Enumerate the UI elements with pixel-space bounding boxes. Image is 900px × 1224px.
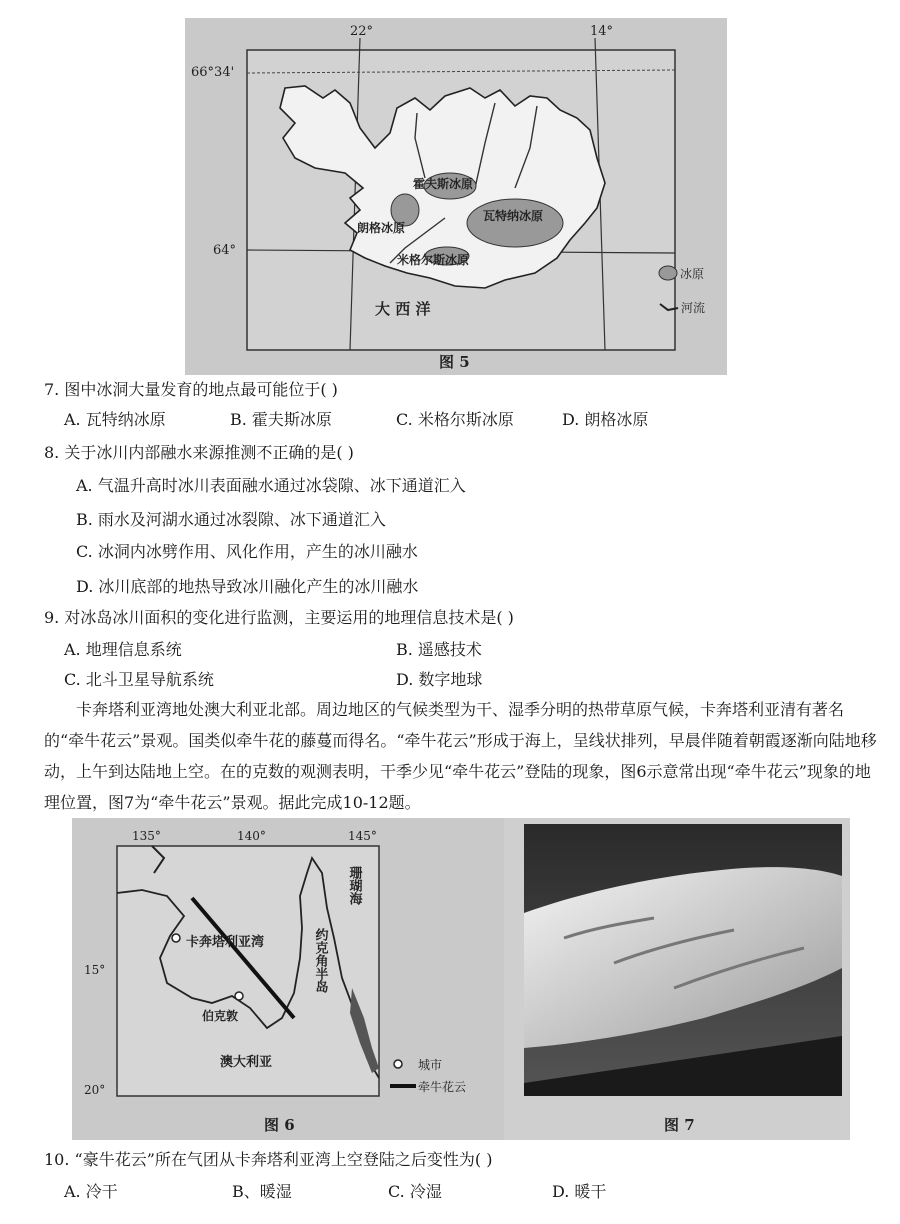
label-burketown: 伯克敦: [202, 1009, 239, 1023]
legend-cloud-label: 牵牛花云: [418, 1080, 467, 1094]
lon-label: 135°: [132, 829, 161, 843]
question-9-stem: 9. 对冰岛冰川面积的变化进行监测，主要运用的地理信息技术是( ): [44, 608, 514, 627]
city-marker: [172, 934, 180, 942]
q8-option-a[interactable]: A. 气温升高时冰川表面融水通过冰袋隙、冰下通道汇入: [76, 476, 466, 495]
legend-city-label: 城市: [418, 1058, 443, 1072]
label-australia: 澳大利亚: [220, 1055, 273, 1070]
q9-option-b[interactable]: B. 遥感技术: [396, 640, 482, 659]
q8-option-b[interactable]: B. 雨水及河湖水通过冰裂隙、冰下通道汇入: [76, 510, 386, 529]
q9-option-a[interactable]: A. 地理信息系统: [64, 640, 182, 659]
lon-label: 140°: [237, 829, 266, 843]
figure-caption: 图 5: [439, 353, 470, 371]
lon-label: 145°: [348, 829, 377, 843]
carpentaria-map: [72, 818, 504, 1140]
figure-caption: 图 7: [664, 1116, 695, 1134]
q7-option-a[interactable]: A. 瓦特纳冰原: [64, 410, 166, 429]
q7-option-c[interactable]: C. 米格尔斯冰原: [396, 410, 514, 429]
legend-ice-swatch: [659, 266, 677, 280]
legend-ice-label: 冰原: [680, 267, 705, 281]
lat-label: 15°: [84, 963, 106, 977]
question-10-stem: 10. “豪牛花云”所在气团从卡奔塔利亚湾上空登陆之后变性为( ): [44, 1150, 493, 1169]
q8-option-c[interactable]: C. 冰洞内冰劈作用、风化作用，产生的冰川融水: [76, 542, 418, 561]
label-gulf: 卡奔塔利亚湾: [186, 935, 265, 950]
label-langjokull: 朗格冰原: [357, 221, 406, 235]
lat-label: 20°: [84, 1083, 106, 1097]
legend-river-label: 河流: [681, 301, 706, 315]
q9-option-d[interactable]: D. 数字地球: [396, 670, 483, 689]
ocean-label: 大 西 洋: [375, 300, 431, 318]
figure-6: [72, 818, 504, 1140]
q10-option-c[interactable]: C. 冷湿: [388, 1182, 442, 1201]
label-myrdalsjokull: 米格尔斯冰原: [397, 253, 470, 267]
label-coral-sea: 珊瑚海: [346, 866, 362, 905]
q9-option-c[interactable]: C. 北斗卫星导航系统: [64, 670, 214, 689]
q10-option-b[interactable]: B、暖湿: [232, 1182, 292, 1201]
lon-label: 14°: [590, 24, 614, 39]
q8-option-d[interactable]: D. 冰川底部的地热导致冰川融化产生的冰川融水: [76, 577, 419, 596]
question-8-stem: 8. 关于冰川内部融水来源推测不正确的是( ): [44, 443, 354, 462]
city-marker-burketown: [235, 992, 243, 1000]
q10-option-a[interactable]: A. 冷干: [64, 1182, 118, 1201]
label-hofsjokull: 霍夫斯冰原: [413, 177, 474, 191]
q7-option-d[interactable]: D. 朗格冰原: [562, 410, 649, 429]
reading-passage: 卡奔塔利亚湾地处澳大利亚北部。周边地区的气候类型为干、湿季分明的热带草原气候，卡奔塔利亚清有著名的“牵牛花云”景观。国类似牵牛花的藤蔓而得名。“牵牛花云”形成于海上，呈线状排列，早晨伴随着朝霞逐渐向陆地移动，上午到达陆地上空。在的克数的观测表明，干季少见“牵牛花云”登陆的现象，图6示意常出现“牵牛花云”现象的地理位置，图7为“牵牛花云”景观。据此完成10-12题。: [44, 700, 877, 812]
lat-label: 66°34': [191, 65, 235, 80]
question-7-stem: 7. 图中冰洞大量发育的地点最可能位于( ): [44, 380, 338, 399]
q10-option-d[interactable]: D. 暖干: [552, 1182, 607, 1201]
label-peninsula: 约克角半岛: [312, 928, 328, 993]
lat-label: 64°: [213, 243, 237, 258]
lon-label: 22°: [350, 24, 374, 39]
figure-caption: 图 6: [264, 1116, 295, 1134]
iceland-map: [185, 18, 727, 375]
morning-glory-photo: [504, 818, 850, 1140]
glacier-vatnajokull: [467, 199, 563, 247]
q7-option-b[interactable]: B. 霍夫斯冰原: [230, 410, 332, 429]
figure-7: [504, 818, 850, 1140]
figure-5: [185, 18, 727, 375]
legend-city-swatch: [394, 1060, 402, 1068]
label-vatnajokull: 瓦特纳冰原: [483, 209, 544, 223]
